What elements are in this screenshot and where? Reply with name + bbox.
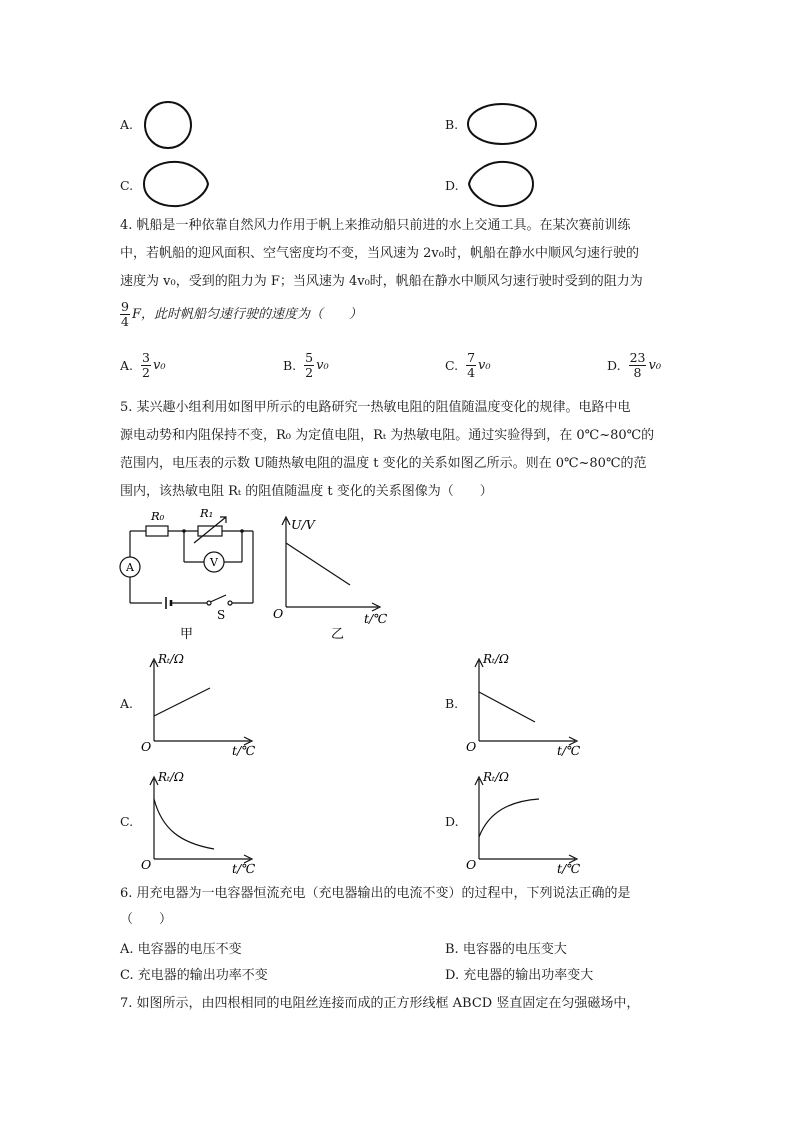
q5-option-a-label: A. — [120, 696, 134, 711]
q5-line-4: 围内，该热敏电阻 Rₜ 的阻值随温度 t 变化的关系图像为（ ） — [120, 484, 493, 499]
curve-d — [479, 799, 539, 837]
svg-text:t/℃: t/℃ — [232, 861, 256, 876]
resistor-r0 — [146, 526, 168, 536]
svg-text:O: O — [141, 857, 152, 872]
svg-text:Rₜ/Ω: Rₜ/Ω — [483, 652, 509, 666]
q3-option-a-label: A. — [120, 117, 134, 132]
circle-shape — [145, 102, 191, 148]
svg-text:t/℃: t/℃ — [232, 743, 256, 758]
curve-c — [154, 799, 214, 849]
q5-option-c-graph[interactable] — [140, 765, 265, 877]
svg-text:Rₜ/Ω: Rₜ/Ω — [158, 652, 184, 666]
resistor-r1 — [198, 526, 222, 536]
q3-option-a-figure — [140, 100, 200, 154]
q5-line-3: 范围内，电压表的示数 U随热敏电阻的温度 t 变化的关系如图乙所示。则在 0℃~80℃的范 — [120, 456, 647, 471]
label-r1: R₁ — [200, 506, 214, 520]
graph-yi-xlabel: t/℃ — [364, 611, 388, 626]
q5-option-d-label: D. — [445, 814, 459, 829]
q6-option-a[interactable]: A. 电容器的电压不变 — [120, 942, 242, 957]
q4-line-1: 4. 帆船是一种依靠自然风力作用于帆上来推动船只前进的水上交通工具。在某次赛前训练 — [120, 218, 631, 233]
circuit-diagram-jia — [118, 505, 273, 645]
label-voltmeter: V — [210, 556, 218, 569]
curve-a — [154, 688, 210, 716]
egg-shape-right — [144, 162, 208, 206]
q3-option-b-figure — [465, 100, 545, 150]
label-ammeter: A — [126, 561, 134, 574]
q3-option-b-label: B. — [445, 117, 459, 132]
caption-jia: 甲 — [180, 627, 194, 642]
q4-option-c[interactable]: C. $\frac{7}{4}$ v₀ — [445, 350, 491, 380]
q5-option-d-graph[interactable] — [465, 765, 590, 877]
q3-option-c-figure — [140, 158, 220, 210]
q6-line-1: 6. 用充电器为一电容器恒流充电（充电器输出的电流不变）的过程中，下列说法正确的是 — [120, 886, 631, 901]
label-r0: R₀ — [151, 509, 165, 523]
q3-option-d-figure — [465, 158, 545, 210]
q3-option-d-label: D. — [445, 178, 459, 193]
svg-text:O: O — [466, 739, 477, 754]
q6-line-2: （ ） — [120, 912, 173, 927]
ellipse-shape — [468, 104, 536, 144]
graph-yi-origin: O — [273, 606, 284, 621]
svg-text:O: O — [141, 739, 152, 754]
graph-yi — [270, 505, 395, 645]
svg-text:O: O — [466, 857, 477, 872]
svg-text:t/℃: t/℃ — [557, 743, 581, 758]
q5-option-b-label: B. — [445, 696, 459, 711]
egg-shape-left — [469, 162, 533, 206]
q4-option-b[interactable]: B. $\frac{5}{2}$ v₀ — [283, 350, 329, 380]
label-switch: S — [217, 608, 226, 622]
q5-line-2: 源电动势和内阻保持不变，R₀ 为定值电阻，Rₜ 为热敏电阻。通过实验得到，在 0℃~80℃的 — [120, 428, 655, 443]
caption-yi: 乙 — [331, 627, 345, 642]
graph-yi-line — [286, 543, 350, 585]
q5-option-b-graph[interactable] — [465, 647, 590, 759]
q4-option-a[interactable]: A. $\frac{3}{2}$ v₀ — [120, 350, 166, 380]
svg-text:t/℃: t/℃ — [557, 861, 581, 876]
q4-fraction: $\frac{9}{4}$ — [121, 299, 129, 329]
graph-yi-ylabel: U/V — [291, 517, 315, 532]
q7-line-1: 7. 如图所示，由四根相同的电阻丝连接而成的正方形线框 ABCD 竖直固定在匀强磁场中， — [120, 996, 640, 1011]
q5-option-a-graph[interactable] — [140, 647, 265, 759]
q6-option-d[interactable]: D. 充电器的输出功率变大 — [445, 968, 594, 983]
svg-text:Rₜ/Ω: Rₜ/Ω — [158, 770, 184, 784]
q3-option-c-label: C. — [120, 178, 134, 193]
q6-option-c[interactable]: C. 充电器的输出功率不变 — [120, 968, 268, 983]
curve-b — [479, 692, 535, 722]
q6-option-b[interactable]: B. 电容器的电压变大 — [445, 942, 567, 957]
q5-option-c-label: C. — [120, 814, 134, 829]
q4-line-2: 中，若帆船的迎风面积、空气密度均不变，当风速为 2v₀时，帆船在静水中顺风匀速行驶的 — [120, 246, 639, 261]
q4-option-d[interactable]: D. $\frac{23}{8}$ v₀ — [607, 350, 662, 380]
svg-text:Rₜ/Ω: Rₜ/Ω — [483, 770, 509, 784]
q4-line-4: $\frac{9}{4}$ F，此时帆船匀速行驶的速度为（ ） — [121, 299, 362, 329]
q4-line-3: 速度为 v₀，受到的阻力为 F；当风速为 4v₀时，帆船在静水中顺风匀速行驶时受到的阻力为 — [120, 274, 643, 289]
q5-line-1: 5. 某兴趣小组利用如图甲所示的电路研究一热敏电阻的阻值随温度变化的规律。电路中电 — [120, 400, 631, 415]
